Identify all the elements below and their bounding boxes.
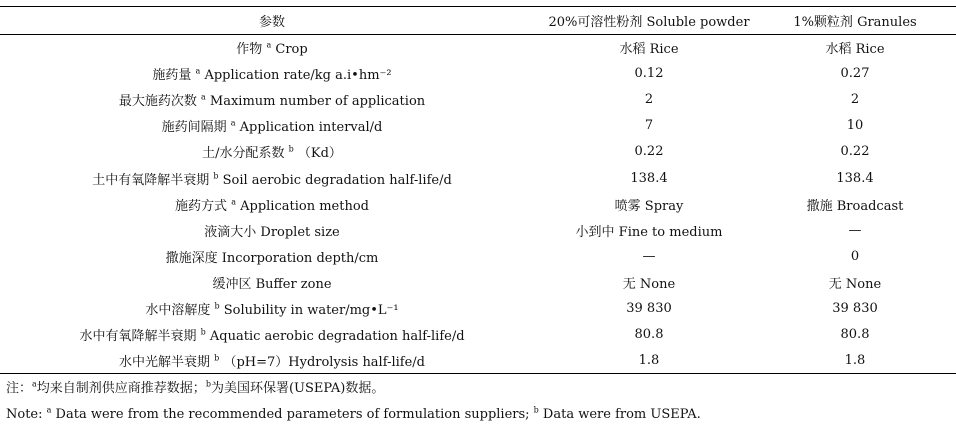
- table-row: [0, 87, 956, 113]
- note-en-b-text: Data were from USEPA.: [538, 407, 701, 422]
- parameter-cell: [0, 35, 544, 61]
- parameter-en: Droplet size: [260, 224, 340, 240]
- parameter-source-sup: a: [266, 40, 272, 50]
- soluble-powder-value: 7: [644, 118, 654, 134]
- parameter-en: （pH=7）Hydrolysis half-life/d: [223, 354, 425, 370]
- note-en-sup-a: a: [46, 405, 52, 415]
- granules-value: 撒施 Broadcast: [806, 198, 904, 214]
- granules-value: 1.8: [754, 348, 956, 374]
- parameter-zh: 施药间隔期: [161, 120, 227, 136]
- parameter-en: Maximum number of application: [209, 94, 426, 110]
- soluble-powder-value: 喷雾 Spray: [614, 198, 684, 214]
- table-header-row: [0, 7, 956, 35]
- granules-value: 0: [850, 248, 860, 264]
- note-zh-b-text: 为美国环保署(USEPA)数据。: [210, 381, 385, 396]
- parameter-zh: 最大施药次数: [118, 94, 197, 110]
- parameter-cell: [0, 217, 544, 243]
- note-en-prefix: Note:: [6, 407, 47, 422]
- soluble-powder-value: 小到中 Fine to medium: [575, 224, 723, 240]
- granules-value: 0.27: [840, 66, 870, 82]
- parameter-en: Solubility in water/mg•L⁻¹: [223, 302, 399, 318]
- table-row: [0, 61, 956, 87]
- soluble-powder-value: —: [642, 248, 656, 264]
- table-row: [0, 35, 956, 61]
- parameter-cell: [0, 139, 544, 165]
- parameter-en: Application method: [240, 198, 369, 214]
- soluble-powder-value: 水稻 Rice: [619, 42, 679, 58]
- parameter-en: Buffer zone: [255, 276, 332, 292]
- table-row: [0, 243, 956, 269]
- parameter-cell: [0, 322, 544, 348]
- header-parameter: 参数: [0, 7, 544, 35]
- note-english: [6, 402, 701, 428]
- soluble-powder-value: 无 None: [622, 276, 676, 292]
- parameter-table: [0, 6, 956, 374]
- granules-value: 无 None: [828, 276, 882, 292]
- parameter-zh: 作物: [236, 42, 263, 58]
- soluble-powder-value: 2: [644, 92, 654, 108]
- soluble-powder-value: 0.12: [634, 66, 664, 82]
- parameter-en: Crop: [275, 42, 308, 58]
- parameter-en: Soil aerobic degradation half-life/d: [222, 172, 452, 188]
- granules-value: 2: [850, 92, 860, 108]
- parameter-source-sup: a: [200, 92, 206, 102]
- parameter-zh: 撒施深度: [165, 250, 218, 266]
- table-notes: [6, 376, 701, 428]
- parameter-en: Application interval/d: [239, 120, 383, 136]
- note-en-sup-b: b: [533, 405, 539, 415]
- parameter-source-sup: b: [213, 171, 219, 181]
- parameter-source-sup: a: [230, 119, 236, 128]
- header-soluble-powder: 20%可溶性粉剂 Soluble powder: [544, 7, 754, 35]
- parameter-zh: 土中有氧降解半衰期: [92, 172, 210, 188]
- parameter-zh: 液滴大小: [204, 224, 257, 240]
- note-zh-sup-a: a: [32, 379, 37, 389]
- parameter-en: （Kd）: [297, 146, 342, 162]
- parameter-zh: 水中溶解度: [145, 302, 211, 318]
- parameter-cell: [0, 269, 544, 295]
- note-zh-prefix: 注：: [6, 381, 33, 396]
- granules-value: —: [848, 222, 862, 238]
- parameter-zh: 土/水分配系数: [202, 146, 285, 162]
- granules-value: 10: [846, 118, 864, 134]
- parameter-cell: [0, 87, 544, 113]
- parameter-source-sup: b: [214, 353, 220, 363]
- soluble-powder-value: 138.4: [630, 170, 668, 186]
- parameter-source-sup: b: [288, 145, 294, 155]
- granules-value: 0.22: [840, 144, 870, 160]
- table-row: [0, 217, 956, 243]
- parameter-cell: [0, 165, 544, 191]
- parameter-zh: 施药方式: [175, 198, 228, 214]
- parameter-zh: 水中光解半衰期: [119, 354, 211, 370]
- soluble-powder-value: 39 830: [626, 300, 672, 316]
- parameter-cell: [0, 243, 544, 269]
- table-body: [0, 35, 956, 374]
- table-row: [0, 348, 956, 374]
- granules-value: 138.4: [836, 170, 874, 186]
- table-row: [0, 113, 956, 139]
- parameter-en: Aquatic aerobic degradation half-life/d: [209, 329, 465, 345]
- parameter-source-sup: a: [231, 197, 236, 207]
- table-row: [0, 295, 956, 321]
- soluble-powder-value: 0.22: [634, 144, 664, 160]
- parameter-source-sup: a: [195, 66, 201, 76]
- note-en-a-text: Data were from the recommended parameters of formulation suppliers;: [51, 407, 534, 422]
- table-row: [0, 165, 956, 191]
- parameter-cell: [0, 113, 544, 139]
- parameter-en: Incorporation depth/cm: [221, 250, 379, 266]
- parameter-source-sup: b: [200, 327, 206, 337]
- granules-value: 水稻 Rice: [825, 42, 885, 58]
- table-row: [0, 322, 956, 348]
- note-chinese: [6, 376, 701, 402]
- note-zh-a-text: 均来自制剂供应商推荐数据；: [36, 381, 206, 396]
- parameter-cell: [0, 191, 544, 217]
- table-row: [0, 139, 956, 165]
- granules-value: 80.8: [840, 327, 870, 343]
- table-row: [0, 269, 956, 295]
- parameter-en: Application rate/kg a.i•hm⁻²: [204, 68, 392, 84]
- parameter-cell: [0, 61, 544, 87]
- parameter-cell: [0, 348, 544, 374]
- parameter-cell: [0, 295, 544, 321]
- granules-value: 39 830: [832, 300, 878, 316]
- note-zh-sup-b: b: [205, 379, 211, 389]
- header-granules: 1%颗粒剂 Granules: [754, 7, 956, 35]
- soluble-powder-value: 1.8: [544, 348, 754, 374]
- parameter-zh: 施药量: [152, 68, 192, 84]
- parameter-zh: 缓冲区: [212, 276, 252, 292]
- parameter-zh: 水中有氧降解半衰期: [79, 329, 197, 345]
- parameter-source-sup: b: [214, 301, 220, 311]
- table-row: [0, 191, 956, 217]
- soluble-powder-value: 80.8: [634, 327, 664, 343]
